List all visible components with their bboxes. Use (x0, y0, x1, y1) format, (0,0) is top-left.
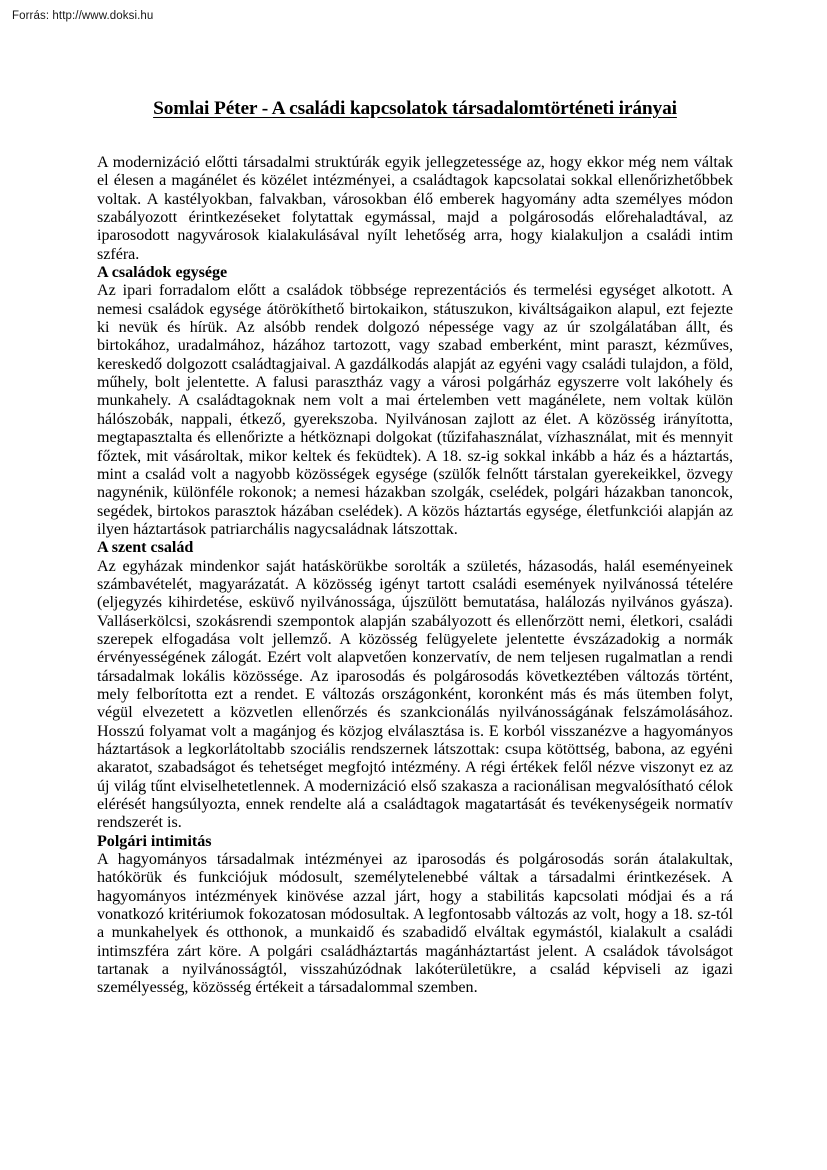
heading-szent-csalad: A szent család (97, 539, 194, 557)
text-block-container (97, 154, 733, 998)
source-url-header: Forrás: http://www.doksi.hu (12, 10, 154, 22)
paragraph-csaladok-egysege: Az ipari forradalom előtt a családok többsége reprezentációs és termelési egységet alkotott. A nemesi családok egysége átörökíthető birtokaikon, státuszukon, kiváltságaikon alapul, ezt fejezte ki nevük és hírük. Az alsóbb rendek dolgozó népessége vagy az úr szolgálatában állt, és birtokához, uradalmához, házához tartozott, vagy szabad emberként, mint paraszt, kézműves, kereskedő dolgozott családtagjaival. A gazdálkodás alapját az egyéni vagy családi tulajdon, a föld, műhely, bolt jelentette. A falusi parasztház vagy a városi polgárház egyszerre volt lakóhely és munkahely. A családtagoknak nem volt a mai értelemben vett magánélete, nem voltak külön hálószobák, nappali, étkező, gyerekszoba. Nyilvánosan zajlott az élet. A közösség irányította, megtapasztalta és ellenőrizte a hétköznapi dolgokat (tűzifahasználat, vízhasználat, mit és mennyit főztek, mit vásároltak, mikor keltek és feküdtek). A 18. sz-ig sokkal inkább a ház és a háztartás, mint a család volt a nagyobb közösségek egysége (szülők felnőtt társtalan gyerekeikkel, özvegy nagynénik, különféle rokonok; a nemesi házakban szolgák, cselédek, polgári házakban tanoncok, segédek, birtokos parasztok házában cselédek). A közös háztartás egysége, életfunkciói alapján az ilyen háztartások patriarchális nagycsaládnak látszottak. (97, 282, 733, 538)
heading-polgari-intimitas: Polgári intimitás (97, 832, 212, 850)
paragraph-szent-csalad: Az egyházak mindenkor saját hatáskörükbe sorolták a születés, házasodás, halál eseményeinek számbavételét, magyarázatát. A közösség igényt tartott családi események nyilvánossá tételére (eljegyzés kihirdetése, esküvő nyilvánossága, újszülött bemutatása, halálozás nyilvános gyásza). Valláserkölcsi, szokásrendi szempontok alapján szabályozott és ellenőrzött nemi, életkori, családi szerepek elfogadása volt jellemző. A közösség felügyelete jelentette évszázadokig a normák érvényességének zálogát. Ezért volt alapvetően konzervatív, de nem teljesen rugalmatlan a rendi társadalmak lokális közössége. Az iparosodás és polgárosodás következtében változás történt, mely felborította ezt a rendet. E változás országonként, koronként más és más ütemben folyt, végül elvezetett a közvetlen ellenőrzés és szankcionálás nyilvánosságának felszámolásához. Hosszú folyamat volt a magánjog és közjog elválasztása is. E korból visszanézve a hagyományos háztartások a legkorlátoltabb szociális rendszernek látszottak: csupa kötöttség, babona, az egyéni akaratot, szabadságot és tehetséget megfojtó intézmény. A régi értékek felől nézve viszonyt ez az új világ tűnt elviselhetetlennek. A modernizáció első szakasza a racionálisan megvalósítható célok elérését hangsúlyozta, ennek rendelte alá a családtagok magatartását és tevékenységeik normatív rendszerét is. (97, 557, 733, 832)
page-title: Somlai Péter - A családi kapcsolatok társadalomtörténeti irányai (153, 98, 677, 119)
intro-paragraph: A modernizáció előtti társadalmi struktúrák egyik jellegzetessége az, hogy ekkor még nem váltak el élesen a magánélet és közélet intézményei, a családtagok kapcsolatai sokkal ellenőrizhetőbbek voltak. A kastélyokban, falvakban, városokban élő emberek hagyomány adta személyes módon szabályozott érintkezéseket folytattak egymással, majd a polgárosodás előrehaladtával, az iparosodott nagyvárosok kialakulásával nyílt lehetőség arra, hogy kialakuljon a családi intim szféra. (97, 154, 733, 263)
document-content (97, 96, 733, 998)
heading-csaladok-egysege: A családok egysége (97, 264, 228, 282)
paragraph-polgari-intimitas: A hagyományos társadalmak intézményei az iparosodás és polgárosodás során átalakultak, hatókörük és funkciójuk módosult, személytelenebbé váltak a társadalmi érintkezések. A hagyományos intézmények kinövése azzal járt, hogy a stabilitás kapcsolati módjai és a rá vonatkozó kritériumok fokozatosan módosultak. A legfontosabb változás az volt, hogy a 18. sz-tól a munkahelyek és otthonok, a munkaidő és szabadidő elváltak egymástól, kialakult a családi intimszféra zárt köre. A polgári családháztartás magánháztartást jelent. A családok távolságot tartanak a nyilvánosságtól, visszahúzódnak lakóterületükre, a család képviseli az igazi személyesség, közösség értékeit a társadalommal szemben. (97, 851, 733, 997)
